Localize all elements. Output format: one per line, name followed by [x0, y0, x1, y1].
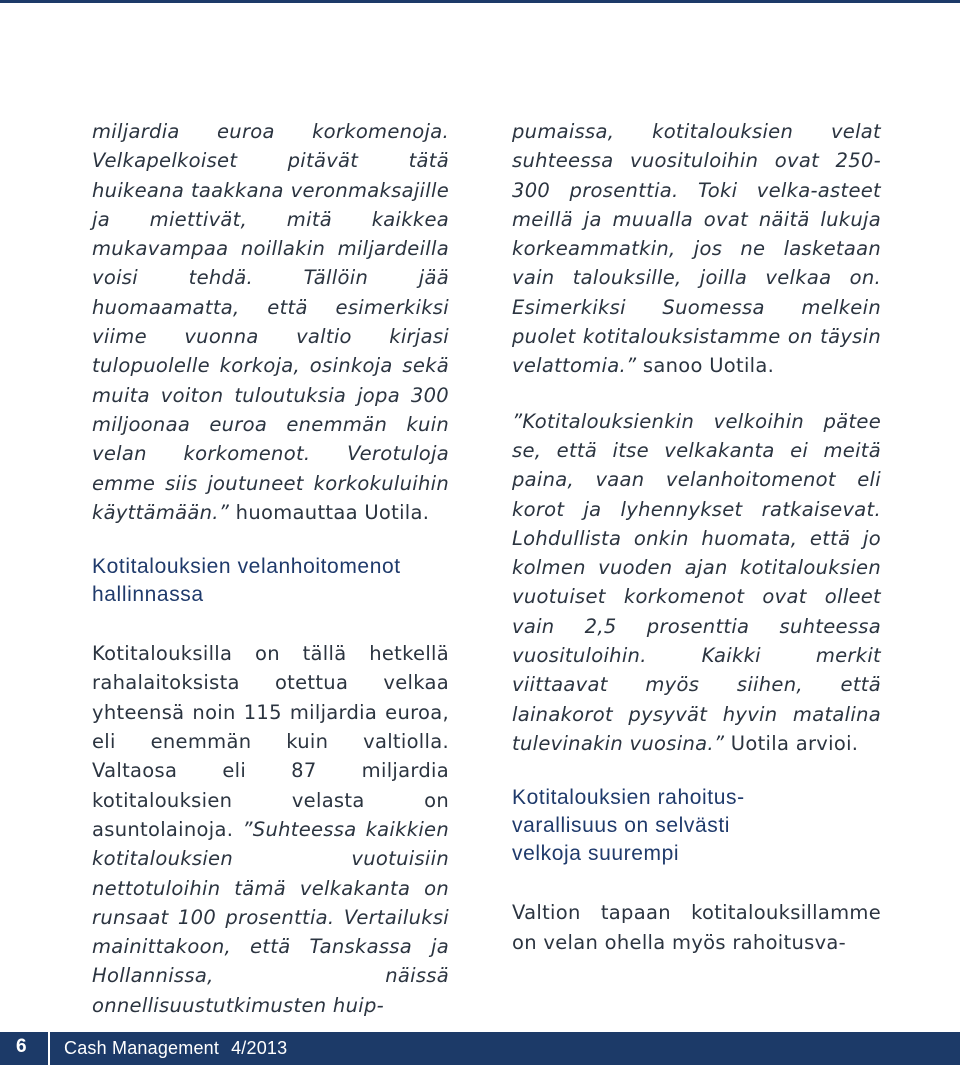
- section-heading-2: [512, 784, 881, 868]
- left-column: [92, 117, 449, 1020]
- body-text: Kotitalouksilla on tällä hetkellä rahalaitoksista otettua velkaa yhteensä noin 115 miljardia euroa, eli enemmän kuin valtiolla. Valtaosa eli 87 miljardia kotitalouksien velasta on asuntolainoja.: [92, 642, 449, 841]
- publication-title: Cash Management: [64, 1038, 220, 1058]
- footer-divider: [48, 1032, 50, 1065]
- right-paragraph-1: [512, 117, 881, 381]
- quote-text: ”Suhteessa kaikkien kotitalouksien vuotuisiin nettotuloihin tämä velkakanta on runsaat 100 prosenttia. Vertailuksi mainittakoon, että Tanskassa ja Hollannissa, näissä onnellisuustutkimusten huip-: [92, 817, 449, 1017]
- right-paragraph-3: [512, 898, 881, 957]
- right-paragraph-2: [512, 407, 881, 759]
- quote-text: ”Kotitalouksienkin velkoihin pätee se, että itse velkakanta ei meitä paina, vaan velanhoitomenot eli korot ja lyhennykset ratkaisevat. Lohdullista onkin huomata, että jo kolmen vuoden ajan kotitalouksien vuotuiset korkomenot ovat olleet vain 2,5 prosenttia suhteessa vuosituloihin. Kaikki merkit viittaavat myös siihen, että lainakorot pysyvät hyvin matalina tulevinakin vuosina.”: [512, 409, 881, 755]
- issue-number: 4/2013: [231, 1038, 288, 1058]
- left-paragraph-2: [92, 639, 449, 1020]
- page-footer: [0, 1032, 960, 1065]
- left-paragraph-1: [92, 117, 449, 527]
- page-number: 6: [16, 1036, 27, 1057]
- attribution-text: sanoo Uotila.: [636, 354, 775, 378]
- publication-name: [64, 1038, 287, 1059]
- right-column: [512, 117, 881, 957]
- heading-line: Kotitalouksien velanhoitomenot: [92, 555, 401, 579]
- body-text: Valtion tapaan kotitalouksillamme on velan ohella myös rahoitusva-: [512, 901, 881, 954]
- quote-text: pumaissa, kotitalouksien velat suhteessa vuosituloihin ovat 250-300 prosenttia. Toki velka-asteet meillä ja muualla ovat näitä lukuja korkeammatkin, jos ne lasketaan vain talouksille, joilla velkaa on. Esimerkiksi Suomessa melkein puolet kotitalouksistamme on täysin velattomia.”: [512, 120, 881, 378]
- attribution-text: huomauttaa Uotila.: [229, 500, 430, 524]
- heading-line: hallinnassa: [92, 583, 204, 607]
- attribution-text: Uotila arvioi.: [724, 731, 859, 755]
- section-heading-1: [92, 553, 449, 609]
- top-rule: [0, 0, 960, 3]
- quote-text: miljardia euroa korkomenoja. Velkapelkoiset pitävät tätä huikeana taakkana veronmaksajille ja miettivät, mitä kaikkea mukavampaa noillakin miljardeilla voisi tehdä. Tällöin jää huomaamatta, että esimerkiksi viime vuonna valtio kirjasi tulopuolelle korkoja, osinkoja sekä muita voiton tuloutuksia jopa 300 miljoonaa euroa enemmän kuin velan korkomenot. Verotuloja emme siis joutuneet korkokuluihin käyttämään.”: [92, 120, 449, 524]
- heading-line: Kotitalouksien rahoitus-: [512, 786, 745, 810]
- heading-line: varallisuus on selvästi: [512, 814, 731, 838]
- heading-line: velkoja suurempi: [512, 842, 680, 866]
